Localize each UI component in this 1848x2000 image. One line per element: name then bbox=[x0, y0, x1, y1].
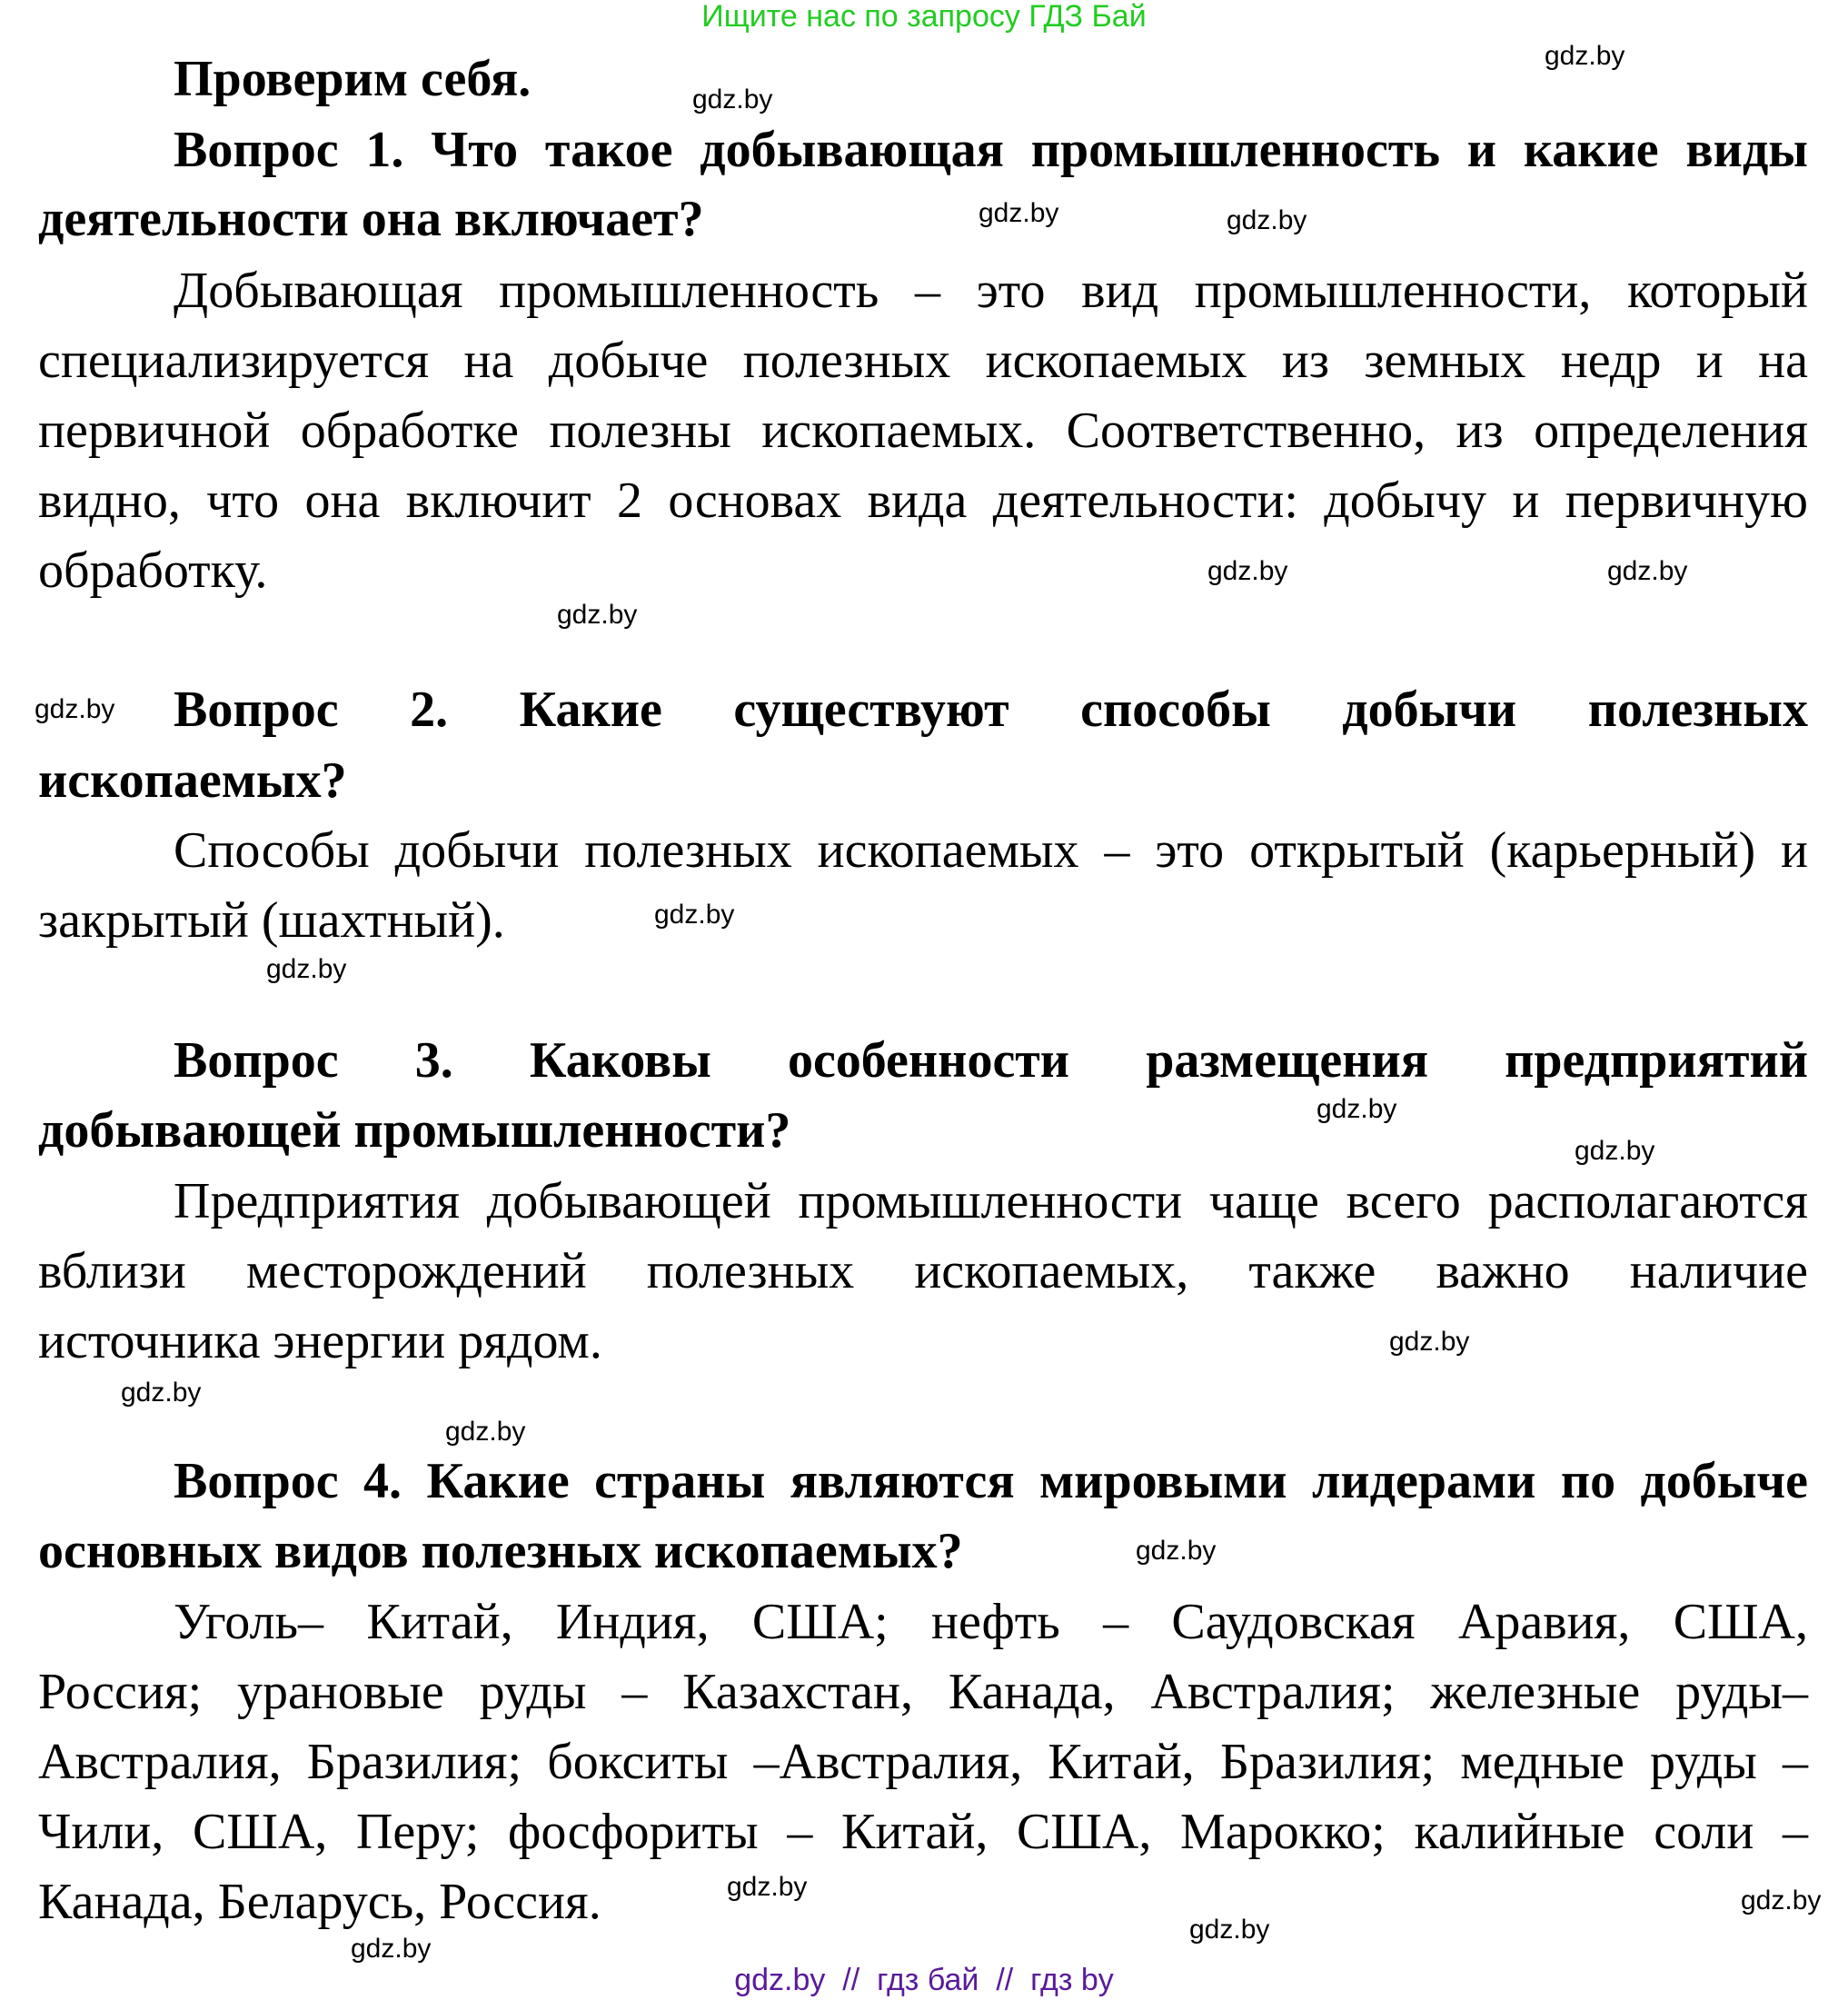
footer-links: gdz.by // гдз бай // гдз by bbox=[734, 1963, 1114, 1997]
section-title: Проверим себя. bbox=[174, 51, 532, 107]
watermark: gdz.by bbox=[1389, 1327, 1470, 1357]
answer-4-line: Чили, США, Перу; фосфориты – Китай, США, Марокко; калийные соли – bbox=[38, 1804, 1808, 1860]
watermark: gdz.by bbox=[557, 600, 638, 630]
watermark: gdz.by bbox=[654, 900, 735, 930]
answer-2-line: Способы добычи полезных ископаемых – это открытый (карьерный) и bbox=[174, 822, 1808, 879]
watermark: gdz.by bbox=[35, 694, 115, 724]
question-1-line: деятельности она включает? bbox=[38, 191, 704, 247]
watermark: gdz.by bbox=[692, 85, 773, 114]
answer-1-line: первичной обработке полезны ископаемых. Соответственно, из определения bbox=[38, 403, 1808, 459]
watermark: gdz.by bbox=[1741, 1886, 1822, 1915]
watermark: gdz.by bbox=[979, 198, 1059, 228]
question-3-line: Вопрос 3. Каковы особенности размещения предприятий bbox=[174, 1032, 1808, 1089]
watermark: gdz.by bbox=[1575, 1136, 1655, 1166]
answer-1-line: Добывающая промышленность – это вид промышленности, который bbox=[174, 263, 1808, 319]
answer-3-line: Предприятия добывающей промышленности чаще всего располагаются bbox=[174, 1173, 1808, 1229]
answer-1-line: специализируется на добыче полезных ископаемых из земных недр и на bbox=[38, 333, 1808, 389]
answer-3-line: вблизи месторождений полезных ископаемых, также важно наличие bbox=[38, 1243, 1808, 1299]
watermark: gdz.by bbox=[445, 1417, 526, 1447]
watermark: gdz.by bbox=[266, 954, 347, 984]
answer-2-line: закрытый (шахтный). bbox=[38, 892, 505, 949]
watermark: gdz.by bbox=[1136, 1536, 1217, 1566]
answer-4-line: Уголь– Китай, Индия, США; нефть – Саудовская Аравия, США, bbox=[174, 1594, 1808, 1650]
watermark: gdz.by bbox=[1207, 556, 1288, 586]
answer-1-line: обработку. bbox=[38, 542, 268, 599]
question-4-line: Вопрос 4. Какие страны являются мировыми лидерами по добыче bbox=[174, 1453, 1808, 1509]
question-1-line: Вопрос 1. Что такое добывающая промышленность и какие виды bbox=[174, 122, 1808, 178]
search-hint-banner: Ищите нас по запросу ГДЗ Бай bbox=[701, 0, 1147, 34]
answer-4-line: Канада, Беларусь, Россия. bbox=[38, 1874, 601, 1930]
watermark: gdz.by bbox=[1607, 556, 1688, 586]
watermark: gdz.by bbox=[121, 1378, 202, 1408]
watermark: gdz.by bbox=[727, 1872, 808, 1902]
watermark: gdz.by bbox=[1316, 1094, 1397, 1124]
question-2-line: Вопрос 2. Какие существуют способы добычи полезных bbox=[174, 682, 1808, 738]
answer-1-line: видно, что она включит 2 основах вида деятельности: добычу и первичную bbox=[38, 473, 1808, 529]
question-4-line: основных видов полезных ископаемых? bbox=[38, 1523, 963, 1579]
watermark: gdz.by bbox=[1189, 1915, 1270, 1945]
watermark: gdz.by bbox=[1545, 41, 1625, 71]
answer-3-line: источника энергии рядом. bbox=[38, 1313, 602, 1369]
question-3-line: добывающей промышленности? bbox=[38, 1102, 791, 1159]
answer-4-line: Россия; урановые руды – Казахстан, Канада, Австралия; железные руды– bbox=[38, 1664, 1808, 1720]
watermark: gdz.by bbox=[1227, 205, 1307, 235]
answer-4-line: Австралия, Бразилия; бокситы –Австралия, Китай, Бразилия; медные руды – bbox=[38, 1734, 1808, 1790]
question-2-line: ископаемых? bbox=[38, 752, 347, 809]
watermark: gdz.by bbox=[351, 1934, 432, 1964]
